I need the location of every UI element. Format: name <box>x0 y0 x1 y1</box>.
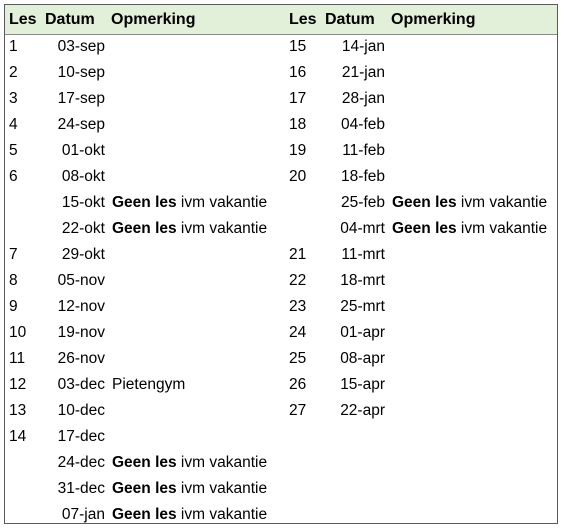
datum-value: 15-apr <box>340 376 385 393</box>
table-row <box>285 398 557 424</box>
schedule-column-left <box>5 5 280 528</box>
opmerking-value <box>112 374 185 396</box>
les-number: 20 <box>289 168 307 185</box>
datum-value: 04-mrt <box>340 220 385 237</box>
table-row <box>285 320 557 346</box>
table-row <box>5 190 280 216</box>
datum-value: 25-feb <box>341 194 385 211</box>
les-number: 9 <box>9 298 18 315</box>
datum-value: 01-apr <box>340 324 385 341</box>
les-number: 3 <box>9 90 18 107</box>
les-number: 15 <box>289 38 307 55</box>
opmerking-bold: Geen les <box>112 454 177 471</box>
table-row <box>5 216 280 242</box>
table-row <box>5 138 280 164</box>
datum-value: 11-mrt <box>341 246 385 263</box>
datum-value: 11-feb <box>342 142 385 159</box>
table-row <box>5 424 280 450</box>
datum-value: 17-dec <box>57 428 105 445</box>
datum-value: 24-sep <box>57 116 105 133</box>
table-row <box>285 268 557 294</box>
datum-value: 07-jan <box>61 506 105 523</box>
table-row <box>285 86 557 112</box>
table-row <box>5 34 280 60</box>
les-number: 6 <box>9 168 18 185</box>
opmerking-bold: Geen les <box>112 194 177 211</box>
table-row <box>285 112 557 138</box>
table-row <box>5 476 280 502</box>
opmerking-value <box>112 218 267 240</box>
table-row <box>5 450 280 476</box>
table-row <box>285 190 557 216</box>
les-number: 16 <box>289 64 307 81</box>
les-number: 11 <box>9 350 26 367</box>
opmerking-text: ivm vakantie <box>176 220 268 237</box>
datum-value: 18-feb <box>341 168 385 185</box>
table-row <box>5 294 280 320</box>
les-number: 1 <box>9 38 18 55</box>
les-number: 18 <box>289 116 307 133</box>
opmerking-text: ivm vakantie <box>176 480 268 497</box>
opmerking-value <box>112 504 267 526</box>
opmerking-bold: Geen les <box>392 194 457 211</box>
les-number: 7 <box>9 246 18 263</box>
table-row <box>5 242 280 268</box>
les-number: 27 <box>289 402 307 419</box>
header-les: Les <box>9 11 37 28</box>
opmerking-value <box>112 478 267 500</box>
opmerking-text: Pietengym <box>112 376 186 393</box>
opmerking-text: ivm vakantie <box>176 194 268 211</box>
table-row <box>5 346 280 372</box>
table-row <box>285 294 557 320</box>
table-row <box>285 242 557 268</box>
les-number: 26 <box>289 376 307 393</box>
les-number: 21 <box>289 246 307 263</box>
datum-value: 21-jan <box>341 64 385 81</box>
les-number: 25 <box>289 350 307 367</box>
opmerking-text: ivm vakantie <box>176 506 268 523</box>
datum-value: 25-mrt <box>340 298 385 315</box>
les-number: 17 <box>289 90 307 107</box>
table-row <box>5 112 280 138</box>
opmerking-bold: Geen les <box>112 506 177 523</box>
table-row <box>285 216 557 242</box>
table-row <box>5 502 280 528</box>
datum-value: 19-nov <box>57 324 105 341</box>
les-number: 19 <box>289 142 307 159</box>
les-number: 23 <box>289 298 307 315</box>
datum-value: 24-dec <box>57 454 105 471</box>
header-row <box>285 5 557 34</box>
datum-value: 03-sep <box>57 38 105 55</box>
datum-value: 04-feb <box>341 116 385 133</box>
table-row <box>285 346 557 372</box>
les-number: 14 <box>9 428 27 445</box>
opmerking-text: ivm vakantie <box>456 194 548 211</box>
table-row <box>5 398 280 424</box>
les-number: 4 <box>9 116 18 133</box>
opmerking-bold: Geen les <box>112 220 177 237</box>
datum-value: 10-dec <box>57 402 105 419</box>
datum-value: 05-nov <box>57 272 105 289</box>
table-row <box>285 138 557 164</box>
les-number: 12 <box>9 376 27 393</box>
table-row <box>5 268 280 294</box>
table-row <box>285 164 557 190</box>
opmerking-value <box>392 192 547 214</box>
table-row <box>5 320 280 346</box>
table-row <box>5 86 280 112</box>
datum-value: 14-jan <box>341 38 385 55</box>
opmerking-bold: Geen les <box>392 220 457 237</box>
header-datum: Datum <box>45 11 95 28</box>
datum-value: 28-jan <box>341 90 385 107</box>
datum-value: 08-okt <box>61 168 105 185</box>
opmerking-value <box>112 192 267 214</box>
les-number: 2 <box>9 64 18 81</box>
datum-value: 22-apr <box>340 402 385 419</box>
datum-value: 31-dec <box>57 480 105 497</box>
les-number: 5 <box>9 142 18 159</box>
header-opmerking: Opmerking <box>111 11 196 28</box>
les-number: 10 <box>9 324 27 341</box>
datum-value: 15-okt <box>61 194 105 211</box>
datum-value: 03-dec <box>57 376 105 393</box>
datum-value: 12-nov <box>57 298 105 315</box>
table-row <box>5 372 280 398</box>
table-row <box>285 34 557 60</box>
datum-value: 01-okt <box>61 142 105 159</box>
datum-value: 17-sep <box>57 90 105 107</box>
datum-value: 08-apr <box>340 350 385 367</box>
table-row <box>285 60 557 86</box>
opmerking-text: ivm vakantie <box>456 220 548 237</box>
datum-value: 22-okt <box>61 220 105 237</box>
datum-value: 10-sep <box>57 64 105 81</box>
header-opmerking: Opmerking <box>391 11 476 28</box>
schedule-table <box>4 4 558 524</box>
les-number: 13 <box>9 402 27 419</box>
table-row <box>5 164 280 190</box>
les-number: 24 <box>289 324 307 341</box>
header-les: Les <box>289 11 317 28</box>
opmerking-value <box>112 452 267 474</box>
header-row <box>5 5 280 34</box>
table-row <box>285 372 557 398</box>
les-number: 8 <box>9 272 18 289</box>
table-row <box>5 60 280 86</box>
opmerking-text: ivm vakantie <box>176 454 268 471</box>
datum-value: 29-okt <box>61 246 105 263</box>
opmerking-bold: Geen les <box>112 480 177 497</box>
les-number: 22 <box>289 272 307 289</box>
header-datum: Datum <box>325 11 375 28</box>
opmerking-value <box>392 218 547 240</box>
datum-value: 26-nov <box>57 350 105 367</box>
schedule-column-right <box>285 5 557 424</box>
datum-value: 18-mrt <box>340 272 385 289</box>
